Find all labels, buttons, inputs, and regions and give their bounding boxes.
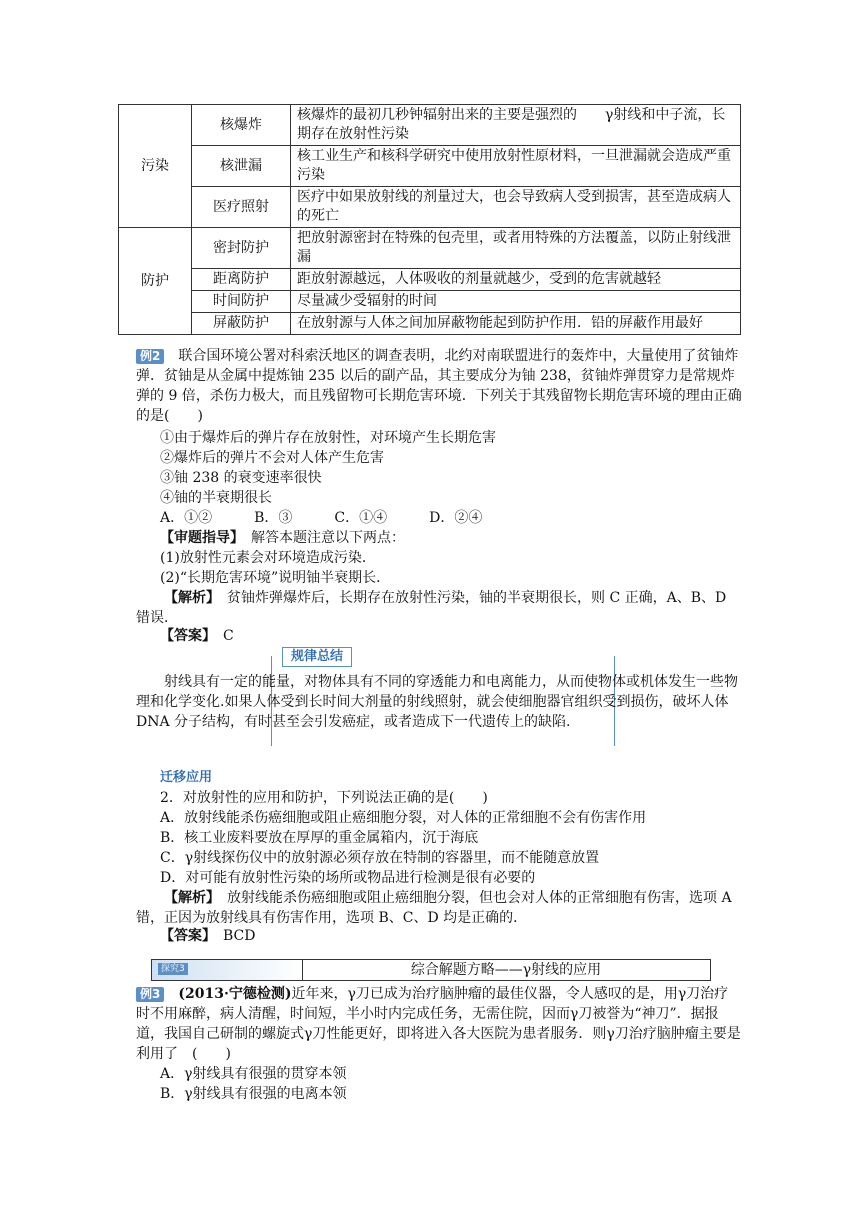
analysis-tag: 【解析】 xyxy=(164,590,213,606)
summary-text: 射线具有一定的能量，对物体具有不同的穿透能力和电离能力，从而使物体或机体发生一些物理和化学变化.如果人体受到长时间大剂量的射线照射，就会使细胞器官组织受到损伤，破坏人体 DNA 分子结构，有时甚至会引发癌症，或者造成下一代遗传上的缺陷. xyxy=(136,674,738,730)
example2-options: A．①② B．③ C．①④ D．②④ xyxy=(160,510,483,526)
table-row-desc: 距放射源越远，人体吸收的剂量就越少，受到的危害就越轻 xyxy=(291,269,741,291)
example3-source: (2013·宁德检测) xyxy=(178,986,292,1002)
table-row-desc: 核爆炸的最初几秒钟辐射出来的主要是强烈的 γ射线和中子流，长期存在放射性污染 xyxy=(291,105,741,146)
table-row-sub: 核泄漏 xyxy=(192,146,291,187)
transfer-option: D．对可能有放射性污染的场所或物品进行检测是很有必要的 xyxy=(160,870,536,886)
example2-item: ④铀的半衰期很长 xyxy=(160,490,272,506)
table-row-desc: 医疗中如果放射线的剂量过大，也会导致病人受到损害，甚至造成病人的死亡 xyxy=(291,187,741,228)
table-row-desc: 核工业生产和核科学研究中使用放射性原材料，一旦泄漏就会造成严重污染 xyxy=(291,146,741,187)
transfer-option: C．γ射线探伤仪中的放射源必须存放在特制的容器里，而不能随意放置 xyxy=(160,850,600,866)
analysis-text: 贫铀炸弹爆炸后，长期存在放射性污染，铀的半衰期很长，则 C 正确，A、B、D 错误． xyxy=(136,590,727,626)
table-row-sub: 核爆炸 xyxy=(192,105,291,146)
section3-bar xyxy=(151,959,711,981)
guide-tag: 【审题指导】 xyxy=(160,530,237,546)
example3-badge: 例3 xyxy=(136,987,164,1002)
analysis-tag: 【解析】 xyxy=(164,890,213,906)
table-row-desc: 把放射源密封在特殊的包壳里，或者用特殊的方法覆盖，以防止射线泄漏 xyxy=(291,228,741,269)
category-pollution: 污染 xyxy=(119,105,192,228)
table-row-desc: 在放射源与人体之间加屏蔽物能起到防护作用．铅的屏蔽作用最好 xyxy=(291,313,741,335)
transfer-question: 2．对放射性的应用和防护，下列说法正确的是( ) xyxy=(160,790,488,806)
example2-stem-block xyxy=(136,346,742,426)
example2-answer xyxy=(160,626,234,646)
example2-item: ③铀 238 的衰变速率很快 xyxy=(160,470,322,486)
section3-title: 综合解题方略——γ射线的应用 xyxy=(410,962,602,978)
radiation-table xyxy=(118,104,741,335)
table-row-sub: 时间防护 xyxy=(192,291,291,313)
section3-label: 探究3 xyxy=(158,963,188,975)
answer-text: BCD xyxy=(223,928,256,944)
analysis-text: 放射线能杀伤癌细胞或阻止癌细胞分裂，但也会对人体的正常细胞有伤害，选项 A 错，正因为放射线具有伤害作用，选项 B、C、D 均是正确的． xyxy=(136,890,732,926)
example2-item: ②爆炸后的弹片不会对人体产生危害 xyxy=(160,450,384,466)
answer-text: C xyxy=(223,628,234,644)
example3-option: B．γ射线具有很强的电离本领 xyxy=(160,1086,347,1102)
category-protection: 防护 xyxy=(119,228,192,335)
guide-item: (2)“长期危害环境”说明铀半衰期长． xyxy=(160,570,391,586)
transfer-title: 迁移应用 xyxy=(160,770,213,785)
summary-title: 规律总结 xyxy=(282,647,352,667)
answer-tag: 【答案】 xyxy=(160,628,209,644)
example2-badge: 例2 xyxy=(136,349,164,364)
example2-analysis xyxy=(136,588,742,628)
table-row-sub: 屏蔽防护 xyxy=(192,313,291,335)
guide-text: 解答本题注意以下两点： xyxy=(251,530,405,546)
example3-option: A．γ射线具有很强的贯穿本领 xyxy=(160,1066,347,1082)
transfer-answer xyxy=(160,926,255,946)
transfer-option: A．放射线能杀伤癌细胞或阻止癌细胞分裂，对人体的正常细胞不会有伤害作用 xyxy=(160,810,647,826)
table-row-sub: 密封防护 xyxy=(192,228,291,269)
example3-stem-block xyxy=(136,984,742,1064)
example2-stem: 联合国环境公署对科索沃地区的调查表明，北约对南联盟进行的轰炸中，大量使用了贫铀炸弹．贫铀是从金属中提炼铀 235 以后的副产品，其主要成分为铀 238，贫铀炸弹贯穿力是常规炸弹的 9 倍，杀伤力极大，而且残留物可长期危害环境．下列关于其残留物长期危害环境的理由正确的是( ) xyxy=(136,348,742,424)
transfer-analysis xyxy=(136,888,742,928)
table-row-sub: 医疗照射 xyxy=(192,187,291,228)
transfer-option: B．核工业废料要放在厚厚的重金属箱内，沉于海底 xyxy=(160,830,479,846)
guide-item: (1)放射性元素会对环境造成污染． xyxy=(160,550,376,566)
example3-stem: 近年来，γ刀已成为治疗脑肿瘤的最佳仪器，令人感叹的是，用γ刀治疗时不用麻醉，病人清醒，时间短，半小时内完成任务，无需住院，因而γ刀被誉为“神刀”．据报道，我国自己研制的螺旋式γ刀性能更好，即将进入各大医院为患者服务．则γ刀治疗脑肿瘤主要是利用了 ( ) xyxy=(136,986,741,1062)
section3-left xyxy=(152,960,303,980)
example2-guide xyxy=(160,528,405,548)
example2-item: ①由于爆炸后的弹片存在放射性，对环境产生长期危害 xyxy=(160,430,496,446)
answer-tag: 【答案】 xyxy=(160,928,209,944)
table-row-sub: 距离防护 xyxy=(192,269,291,291)
table-row-desc: 尽量减少受辐射的时间 xyxy=(291,291,741,313)
